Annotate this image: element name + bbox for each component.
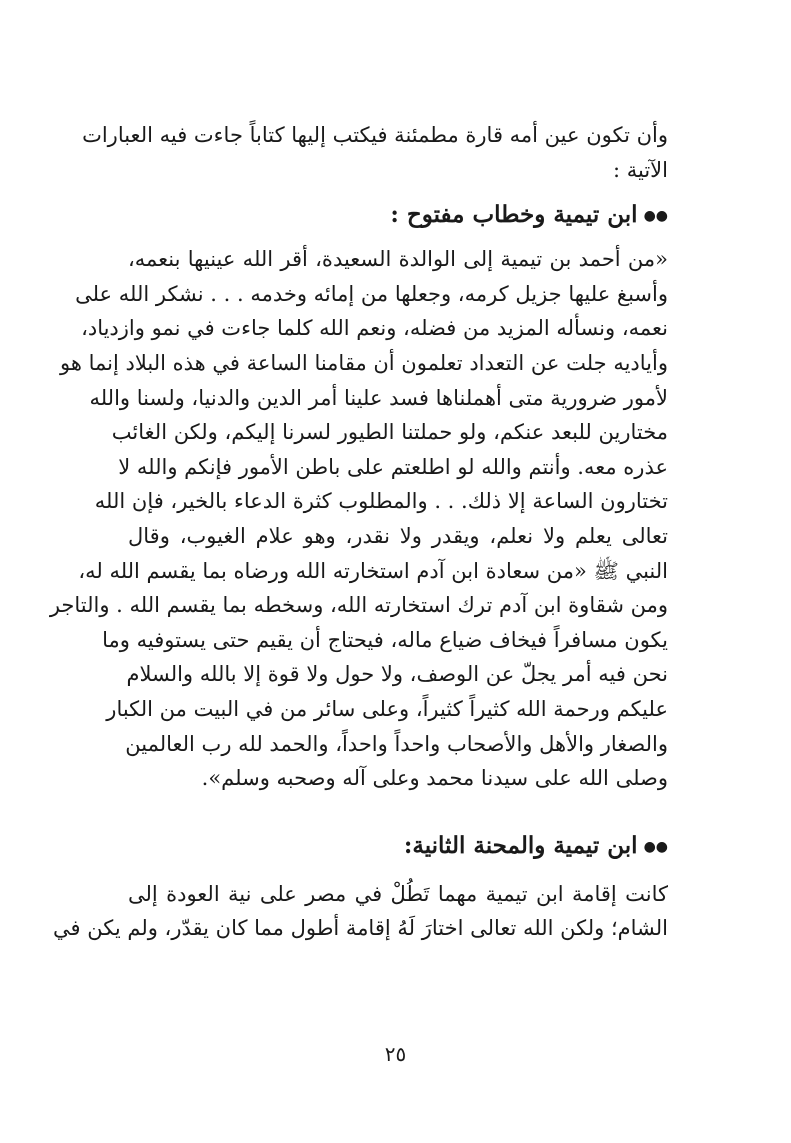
section-heading-second-ordeal bbox=[128, 826, 668, 867]
heading-text: ابن تيمية والمحنة الثانية: bbox=[403, 831, 638, 859]
heading-text: ابن تيمية وخطاب مفتوح : bbox=[390, 201, 638, 229]
page-number: ٢٥ bbox=[384, 1042, 407, 1066]
text-line: تعالى يعلم ولا نعلم، ويقدر ولا نقدر، وهو علام الغيوب، وقال bbox=[128, 523, 668, 548]
page-body bbox=[49, 118, 668, 946]
text-line: ومن شقاوة ابن آدم ترك استخارته الله، وسخطه بما يقسم الله . والتاجر bbox=[49, 593, 668, 618]
text-line: مختارين للبعد عنكم، ولو حملتنا الطيور لسرنا إليكم، ولكن الغائب bbox=[111, 420, 668, 445]
text-line: تختارون الساعة إلا ذلك. . . والمطلوب كثرة الدعاء بالخير، فإن الله bbox=[94, 489, 668, 514]
text-line: وأن تكون عين أمه قارة مطمئنة فيكتب إليها كتاباً جاءت فيه العبارات bbox=[82, 123, 668, 147]
section-heading-open-letter bbox=[128, 195, 668, 236]
text-line: والصغار والأهل والأصحاب واحداً واحداً، والحمد لله رب العالمين bbox=[125, 731, 668, 756]
text-line: وأياديه جلت عن التعداد تعلمون أن مقامنا الساعة في هذه البلاد إنما هو bbox=[60, 350, 668, 375]
bullet-icon: ●● bbox=[643, 838, 668, 855]
text-line: الآتية : bbox=[612, 157, 668, 182]
text-line: لأمور ضرورية متى أهملناها فسد علينا أمر الدين والدنيا، ولسنا والله bbox=[89, 385, 668, 410]
text-line: النبي ﷺ «من سعادة ابن آدم استخارته الله ورضاه بما يقسم الله له، bbox=[78, 558, 668, 583]
bullet-icon: ●● bbox=[643, 208, 668, 225]
text-line: «من أحمد بن تيمية إلى الوالدة السعيدة، أقر الله عينيها بنعمه، bbox=[128, 247, 668, 272]
text-line: نحن فيه أمر يجلّ عن الوصف، ولا حول ولا قوة إلا بالله والسلام bbox=[126, 662, 668, 687]
text-line: عليكم ورحمة الله كثيراً كثيراً، وعلى سائر من في البيت من الكبار bbox=[106, 696, 668, 721]
text-line: كانت إقامة ابن تيمية مهما تَطُلْ في مصر على نية العودة إلى bbox=[128, 881, 668, 906]
text-line: نعمه، ونسأله المزيد من فضله، ونعم الله كلما جاءت في نمو وازدياد، bbox=[81, 316, 668, 341]
text-line: الشام؛ ولكن الله تعالى اختارَ لَهُ إقامة أطول مما كان يقدّر، ولم يكن في bbox=[53, 916, 668, 941]
text-line: وصلى الله على سيدنا محمد وعلى آله وصحبه وسلم». bbox=[201, 766, 668, 791]
intro-paragraph bbox=[82, 118, 668, 187]
final-paragraph bbox=[53, 877, 668, 946]
letter-paragraph bbox=[49, 242, 668, 796]
text-line: عذره معه. وأنتم والله لو اطلعتم على باطن الأمور فإنكم والله لا bbox=[118, 454, 668, 479]
text-line: وأسبغ عليها جزيل كرمه، وجعلها من إمائه وخدمه . . . نشكر الله على bbox=[75, 281, 668, 306]
text-line: يكون مسافراً فيخاف ضياع ماله، فيحتاج أن يقيم حتى يستوفيه وما bbox=[102, 627, 668, 652]
